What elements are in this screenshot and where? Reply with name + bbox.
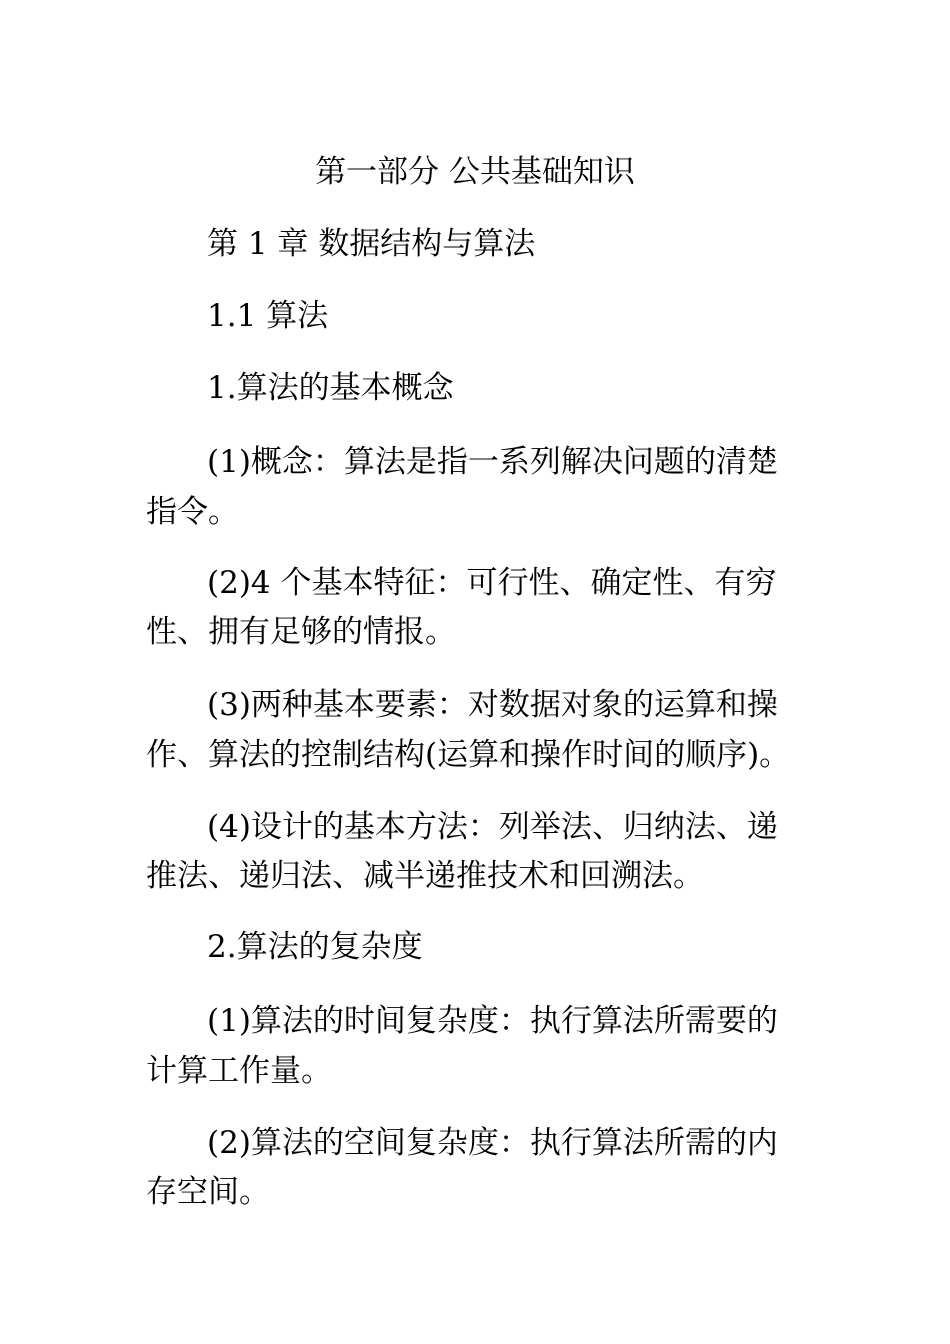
paragraph-line: (3)两种基本要素：对数据对象的运算和操: [207, 687, 778, 723]
paragraph-line: (1)算法的时间复杂度：执行算法所需要的: [207, 1003, 778, 1039]
paragraph-line: 计算工作量。: [146, 1053, 332, 1089]
part-title: 第一部分 公共基础知识: [315, 154, 635, 190]
section-title: 1.1 算法: [207, 298, 329, 334]
paragraph-line: (2)算法的空间复杂度：执行算法所需的内: [207, 1125, 778, 1161]
subsection-title: 1.算法的基本概念: [207, 370, 454, 406]
paragraph-line: (4)设计的基本方法：列举法、归纳法、递: [207, 809, 778, 845]
paragraph-line: (1)概念：算法是指一系列解决问题的清楚: [207, 444, 778, 480]
paragraph-line: 性、拥有足够的情报。: [146, 614, 456, 650]
paragraph-line: 推法、递归法、减半递推技术和回溯法。: [146, 858, 704, 894]
paragraph-line: 指令。: [146, 494, 239, 530]
paragraph-line: 作、算法的控制结构(运算和操作时间的顺序)。: [146, 737, 791, 773]
chapter-title: 第 1 章 数据结构与算法: [207, 226, 536, 262]
paragraph-line: (2)4 个基本特征：可行性、确定性、有穷: [207, 565, 777, 601]
subsection-title: 2.算法的复杂度: [207, 929, 423, 965]
paragraph-line: 存空间。: [146, 1174, 270, 1210]
